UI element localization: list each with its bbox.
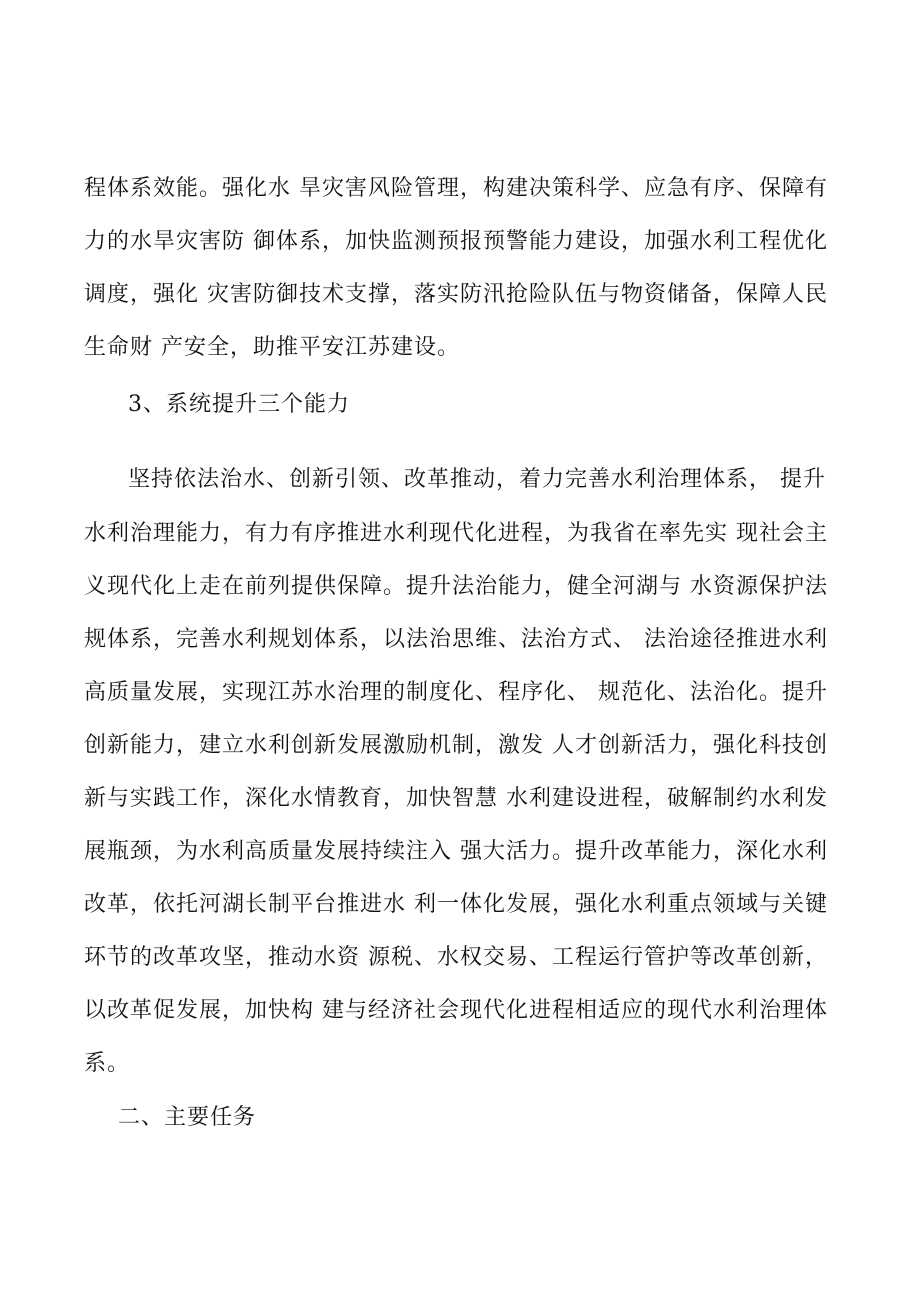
paragraph-2-line-8: 展瓶颈，为水利高质量发展持续注入 强大活力。提升改革能力，深化水利: [84, 839, 828, 864]
paragraph-2-line-1: 坚持依法治水、创新引领、改革推动，着力完善水利治理体系， 提升: [128, 467, 826, 492]
paragraph-2-line-10: 环节的改革攻坚，推动水资 源税、水权交易、工程运行管护等改革创新，: [84, 945, 828, 970]
paragraph-2-line-7: 新与实践工作，深化水情教育，加快智慧 水利建设进程，破解制约水利发: [84, 786, 828, 811]
paragraph-2-line-3: 义现代化上走在前列提供保障。提升法治能力，健全河湖与 水资源保护法: [84, 574, 828, 599]
paragraph-1-line-3: 调度，强化 灾害防御技术支撑，落实防汛抢险队伍与物资储备，保障人民: [84, 282, 828, 307]
paragraph-2-line-9: 改革，依托河湖长制平台推进水 利一体化发展，强化水利重点领域与关键: [84, 892, 828, 917]
paragraph-1-line-4: 生命财 产安全，助推平安江苏建设。: [84, 335, 460, 360]
paragraph-2-line-11: 以改革促发展，加快构 建与经济社会现代化进程相适应的现代水利治理体: [84, 998, 828, 1023]
paragraph-2-line-4: 规体系，完善水利规划体系，以法治思维、法治方式、 法治途径推进水利: [84, 627, 828, 652]
paragraph-2-line-2: 水利治理能力，有力有序推进水利现代化进程，为我省在率先实 现社会主: [84, 521, 828, 546]
section-heading-main-tasks: 二、主要任务: [118, 1105, 257, 1130]
paragraph-2-line-6: 创新能力，建立水利创新发展激励机制，激发 人才创新活力，强化科技创: [84, 733, 828, 758]
paragraph-1-line-2: 力的水旱灾害防 御体系，加快监测预报预警能力建设，加强水利工程优化: [84, 229, 828, 254]
paragraph-1-line-1: 程体系效能。强化水 旱灾害风险管理，构建决策科学、应急有序、保障有: [84, 176, 828, 201]
paragraph-2-line-12: 系。: [84, 1051, 131, 1076]
paragraph-2-line-5: 高质量发展，实现江苏水治理的制度化、程序化、 规范化、法治化。提升: [84, 680, 828, 705]
section-heading-3: 3、系统提升三个能力: [128, 392, 350, 417]
